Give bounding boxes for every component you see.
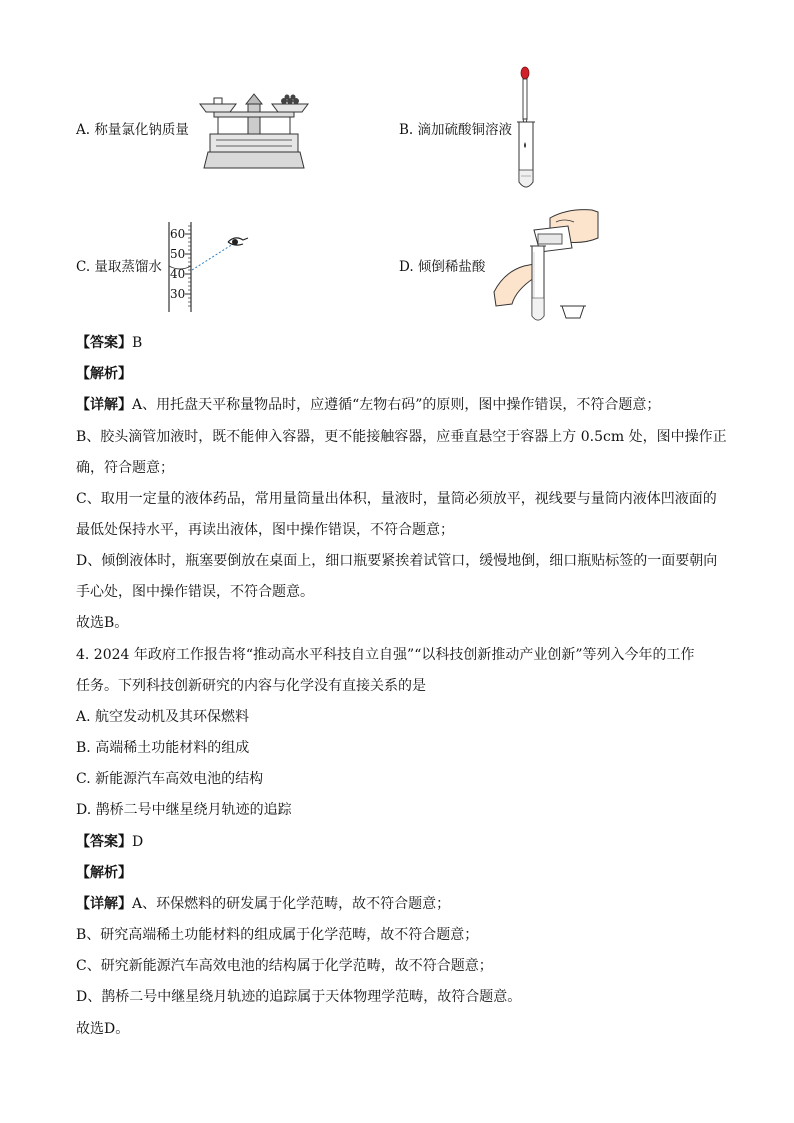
q3-detail-line1 [76, 395, 660, 415]
q4-option-d: D. 鹊桥二号中继星绕月轨迹的追踪 [76, 802, 292, 818]
answer-label: 【答案】 [76, 834, 132, 850]
q3-conclusion: 故选B。 [76, 615, 129, 631]
option-d-label: D. 倾倒稀盐酸 [399, 259, 486, 275]
q4-stem-line1: 4. 2024 年政府工作报告将“推动高水平科技自立自强”“以科技创新推动产业创新”等列入今年的工作 [76, 647, 695, 663]
eye-icon [227, 234, 249, 250]
tick-label-50: 50 [170, 247, 186, 261]
detail-text: A、用托盘天平称量物品时，应遵循“左物右码”的原则，图中操作错误，不符合题意； [132, 397, 661, 413]
q4-analysis-heading: 【解析】 [76, 865, 132, 881]
answer-label: 【答案】 [76, 335, 132, 351]
q3-detail-line6: D、倾倒液体时，瓶塞要倒放在桌面上，细口瓶要紧挨着试管口，缓慢地倒，细口瓶贴标签的一面要朝向 [76, 553, 718, 569]
q4-conclusion: 故选D。 [76, 1021, 130, 1037]
q3-analysis-heading: 【解析】 [76, 366, 132, 382]
q4-detail-line4: D、鹊桥二号中继星绕月轨迹的追踪属于天体物理学范畴，故符合题意。 [76, 989, 522, 1005]
measuring-cylinder-illustration [163, 222, 253, 314]
q4-detail-line1 [76, 894, 450, 914]
detail-text: A、环保燃料的研发属于化学范畴，故不符合题意； [132, 896, 451, 912]
pouring-acid-illustration [494, 208, 606, 324]
tick-label-30: 30 [170, 287, 186, 301]
q4-stem-line2: 任务。下列科技创新研究的内容与化学没有直接关系的是 [76, 678, 426, 694]
option-b-label: B. 滴加硫酸铜溶液 [399, 122, 513, 138]
q3-detail-line2: B、胶头滴管加液时，既不能伸入容器，更不能接触容器，应垂直悬空于容器上方 0.5cm 处，图中操作正 [76, 429, 727, 445]
q4-option-c: C. 新能源汽车高效电池的结构 [76, 771, 264, 787]
answer-value: D [132, 834, 144, 850]
tick-label-40: 40 [170, 267, 186, 281]
balance-scale-illustration [196, 90, 312, 170]
q3-detail-line3: 确，符合题意； [76, 460, 174, 476]
q3-detail-line5: 最低处保持水平，再读出液体，图中操作错误，不符合题意； [76, 522, 454, 538]
answer-value: B [132, 335, 143, 351]
q4-answer [76, 832, 143, 852]
option-a-label: A. 称量氯化钠质量 [76, 122, 189, 138]
q3-detail-line4: C、取用一定量的液体药品，常用量筒量出体积，量液时，量筒必须放平，视线要与量筒内液体凹液面的 [76, 491, 717, 507]
dropper-testtube-illustration [515, 66, 545, 192]
q4-detail-line3: C、研究新能源汽车高效电池的结构属于化学范畴，故不符合题意； [76, 958, 493, 974]
q4-option-a: A. 航空发动机及其环保燃料 [76, 709, 250, 725]
q4-detail-line2: B、研究高端稀土功能材料的组成属于化学范畴，故不符合题意； [76, 927, 479, 943]
q4-option-b: B. 高端稀土功能材料的组成 [76, 740, 250, 756]
option-c-label: C. 量取蒸馏水 [76, 259, 162, 275]
q3-detail-line7: 手心处，图中操作错误，不符合题意。 [76, 584, 314, 600]
tick-label-60: 60 [170, 227, 186, 241]
detail-label: 【详解】 [76, 896, 132, 912]
detail-label: 【详解】 [76, 397, 132, 413]
q3-answer [76, 333, 142, 353]
